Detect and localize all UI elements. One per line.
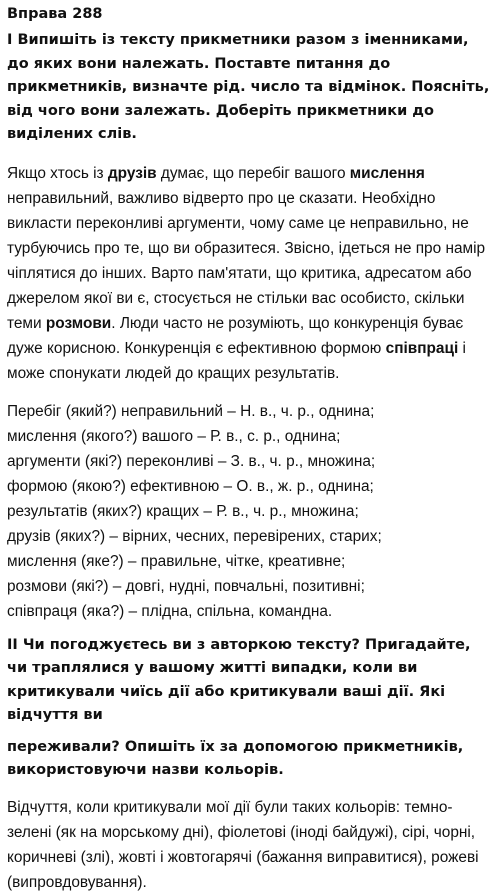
- passage-text-4: . Люди часто не розуміють, що конкуренція буває дуже корисною. Конкуренція є ефективною формою: [7, 314, 464, 357]
- task-two-text-1: II Чи погоджуєтесь ви з авторкою тексту? Пригадайте, чи траплялися у вашому житті випадки, коли ви критикували чиїсь дії або критикували ваші дії. Які відчуття ви: [7, 636, 471, 723]
- task-one-text: I Випишіть із тексту прикметники разом з іменниками, до яких вони належать. Поставте питання до прикметників, визначте рід. число та відмінок. Поясніть, від чого вони залежать. Доберіть прикметники до виділених слів.: [7, 32, 490, 142]
- analysis-row: розмови (які?) – довгі, нудні, повчальні, позитивні;: [7, 577, 365, 595]
- highlight-druziv: друзів: [107, 164, 157, 182]
- highlight-rozmovy: розмови: [45, 314, 112, 332]
- highlight-myslennia: мислення: [349, 164, 425, 182]
- passage-text-2: думає, що перебіг вашого: [156, 164, 350, 182]
- source-passage: [7, 161, 494, 386]
- analysis-row: результатів (яких?) кращих – Р. в., ч. р., множина;: [7, 502, 359, 520]
- passage-text-3: неправильний, важливо відверто про це сказати. Необхідно викласти переконливі аргументи, чому саме це неправильно, не турбуючись про те, що ви образитеся. Звісно, ідеться не про намір чіплятися до інших. Варто пам'ятати, що критика, адресатом або джерелом якої ви є, стосується не стільки вас особисто, скільки теми: [7, 189, 486, 332]
- passage-text-5: і може спонукати людей до кращих результатів.: [7, 339, 466, 382]
- analysis-row: формою (якою?) ефективною – О. в., ж. р., однина;: [7, 477, 374, 495]
- highlight-spivpratsi: співпраці: [385, 339, 459, 357]
- analysis-row: аргументи (які?) переконливі – З. в., ч. р., множина;: [7, 452, 376, 470]
- exercise-title: Вправа 288: [7, 6, 103, 22]
- analysis-row: друзів (яких?) – вірних, чесних, перевірених, старих;: [7, 527, 382, 545]
- analysis-row: мислення (якого?) вашого – Р. в., с. р., однина;: [7, 427, 341, 445]
- passage-text-1: Якщо хтось із: [7, 164, 108, 182]
- analysis-row: мислення (яке?) – правильне, чітке, креативне;: [7, 552, 346, 570]
- task-two-text-2: переживали? Опишіть їх за допомогою прикметників, використовуючи назви кольорів.: [7, 738, 464, 778]
- analysis-row: Перебіг (який?) неправильний – Н. в., ч. р., однина;: [7, 402, 375, 420]
- task-one: [7, 29, 494, 147]
- exercise-page: [7, 0, 494, 895]
- analysis-row: співпраця (яка?) – плідна, спільна, командна.: [7, 602, 333, 620]
- answer-text: Відчуття, коли критикували мої дії були таких кольорів: темно-зелені (як на морському дні), фіолетові (іноді байдужі), сірі, чорні, коричневі (злі), жовті і жовтогарячі (бажання виправитися), рожеві (випровдовування).: [7, 798, 479, 891]
- task-two: [7, 634, 494, 783]
- analysis-list: [7, 399, 494, 624]
